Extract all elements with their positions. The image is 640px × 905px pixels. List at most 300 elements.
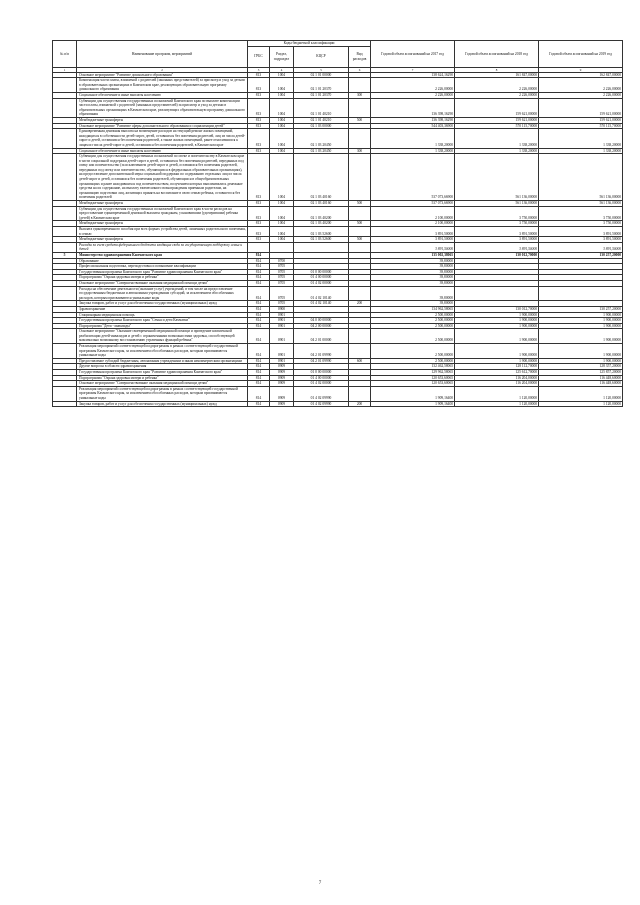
row-grbs-cell: 814 <box>248 344 270 359</box>
index-cell: 2 <box>77 67 248 72</box>
header-num: № п/п <box>53 41 77 68</box>
row-number-cell <box>53 206 77 221</box>
row-grbs-cell: 814 <box>248 401 270 407</box>
row-amount-2018-cell: 159 621,00000 <box>455 98 539 117</box>
row-amount-2019-cell: 1 120,00000 <box>539 401 623 407</box>
row-name-cell: Закупка товаров, работ и услуг для обеспечения государственных (муниципальных) нужд <box>77 301 248 307</box>
budget-table <box>52 40 623 407</box>
row-amount-2017-cell: 134 962,58065 <box>371 306 455 312</box>
table-row <box>53 206 623 221</box>
row-csr-cell: 02 1 03 00000 <box>294 123 349 129</box>
row-grbs-cell: 814 <box>248 306 270 312</box>
row-amount-2017-cell: 3 891,50000 <box>371 227 455 237</box>
row-amount-2017-cell: 3 891,50000 <box>371 237 455 243</box>
row-amount-2019-cell: 128 357,20000 <box>539 364 623 370</box>
row-razdel-cell: 0901 <box>270 344 294 359</box>
row-grbs-cell: 814 <box>248 280 270 286</box>
row-csr-cell: 02 1 03 52600 <box>294 237 349 243</box>
row-vr-cell: 600 <box>349 358 371 364</box>
row-amount-2018-cell: 1 900,00000 <box>455 329 539 344</box>
table-row <box>53 286 623 301</box>
row-csr-cell: 01 0 00 00000 <box>294 269 349 275</box>
row-amount-2017-cell: 2 500,00000 <box>371 318 455 324</box>
row-csr-cell: 01 4 02 09990 <box>294 401 349 407</box>
row-amount-2019-cell: 130 257,20000 <box>539 306 623 312</box>
row-razdel-cell: 1004 <box>270 123 294 129</box>
row-amount-2018-cell: 3 891,50000 <box>455 227 539 237</box>
row-grbs-cell: 814 <box>248 269 270 275</box>
row-vr-cell <box>349 154 371 201</box>
row-vr-cell: 500 <box>349 117 371 123</box>
row-amount-2019-cell: 162 847,00000 <box>539 72 623 78</box>
row-amount-2019-cell: 3 891,50000 <box>539 237 623 243</box>
row-amount-2018-cell: 159 621,00000 <box>455 117 539 123</box>
row-amount-2018-cell: 3 891,50000 <box>455 237 539 243</box>
row-name-cell: Социальное обеспечение и иные выплаты населению <box>77 92 248 98</box>
row-number-cell <box>53 98 77 117</box>
row-amount-2019-cell: 1 900,00000 <box>539 318 623 324</box>
row-name-cell: Межбюджетные трансферты <box>77 201 248 207</box>
table-row <box>53 98 623 117</box>
row-amount-2019-cell: 2 226,00000 <box>539 92 623 98</box>
row-amount-2017-cell: 39,80000 <box>371 301 455 307</box>
row-grbs-cell: 814 <box>248 370 270 376</box>
table-row <box>53 401 623 407</box>
row-vr-cell: 500 <box>349 221 371 227</box>
row-amount-2019-cell: 1 900,00000 <box>539 358 623 364</box>
row-csr-cell <box>294 242 349 252</box>
row-grbs-cell <box>248 242 270 252</box>
row-vr-cell <box>349 78 371 93</box>
row-name-cell: Расходы за счет средств федерального бюджета входящих сюда за государственную поддержку семьи и детей <box>77 242 248 252</box>
row-grbs-cell: 813 <box>248 201 270 207</box>
row-amount-2018-cell: 130 012,70000 <box>455 306 539 312</box>
row-amount-2017-cell: 2 500,00000 <box>371 358 455 364</box>
row-name-cell: Министерство здравоохранения Камчатского края <box>77 252 248 258</box>
row-amount-2017-cell: 3 891,50000 <box>371 242 455 252</box>
row-name-cell: Межбюджетные трансферты <box>77 221 248 227</box>
index-cell: 6 <box>349 67 371 72</box>
row-amount-2019-cell <box>539 286 623 301</box>
row-amount-2018-cell: 2 226,00000 <box>455 92 539 98</box>
row-grbs-cell: 813 <box>248 237 270 243</box>
row-amount-2017-cell: 544 403,36900 <box>371 123 455 129</box>
row-amount-2019-cell: 3 750,00000 <box>539 206 623 221</box>
row-csr-cell: 04 0 00 00000 <box>294 318 349 324</box>
row-grbs-cell: 814 <box>248 275 270 281</box>
row-razdel-cell: 1004 <box>270 78 294 93</box>
row-name-cell: Реализация мероприятий соответствующей подпрограммы в рамках соответствующей государственной программы Камчатского края, за исключением обособленных расходов, которым присваиваются уникальные коды <box>77 386 248 401</box>
row-amount-2017-cell: 2 500,00000 <box>371 312 455 318</box>
row-razdel-cell <box>270 242 294 252</box>
row-name-cell: Единовременная денежная выплата на возмещение расходов на текущий ремонт жилых помещений, находящихся в собственности детей-сирот, детей, оставшихся без попечения родителей, лиц из числа детей-сирот и детей, оставшихся без попечения родителей, а также жилых помещений, ранее относившихся к лицам из числа детей-сирот и детей, оставшихся без попечения родителей, в Камчатском крае <box>77 129 248 148</box>
row-amount-2017-cell: 138 624,16290 <box>371 72 455 78</box>
row-amount-2019-cell: 1 900,00000 <box>539 344 623 359</box>
row-amount-2018-cell: 3 750,00000 <box>455 221 539 227</box>
row-amount-2017-cell: 2 500,00000 <box>371 329 455 344</box>
row-csr-cell: 01 4 02 00000 <box>294 280 349 286</box>
row-amount-2018-cell: 3 750,00000 <box>455 206 539 221</box>
row-number-cell <box>53 386 77 401</box>
row-amount-2017-cell: 39,80000 <box>371 275 455 281</box>
row-razdel-cell: 1004 <box>270 237 294 243</box>
header-razdel: Раздел, подраздел <box>270 46 294 67</box>
row-amount-2018-cell: 128 112,70000 <box>455 364 539 370</box>
row-grbs-cell: 814 <box>248 323 270 329</box>
row-amount-2017-cell: 1 338,20000 <box>371 129 455 148</box>
row-number-cell <box>53 154 77 201</box>
row-vr-cell <box>349 129 371 148</box>
row-amount-2019-cell: 3 891,50000 <box>539 227 623 237</box>
row-name-cell: Реализация мероприятий соответствующей подпрограммы в рамках соответствующей государственной программы Камчатского края, за исключением обособленных расходов, которым присваиваются уникальные коды <box>77 344 248 359</box>
row-csr-cell: 04 2 01 00000 <box>294 329 349 344</box>
row-amount-2017-cell: 136 398,16290 <box>371 98 455 117</box>
row-vr-cell: 200 <box>349 401 371 407</box>
header-codes-group: Коды бюджетной классификации <box>248 41 371 47</box>
header-name: Наименование программ, мероприятий <box>77 41 248 68</box>
row-amount-2018-cell <box>455 286 539 301</box>
row-number-cell <box>53 344 77 359</box>
row-name-cell: Стационарная медицинская помощь <box>77 312 248 318</box>
row-csr-cell: 01 4 00 00000 <box>294 375 349 381</box>
table-row <box>53 344 623 359</box>
row-grbs-cell: 813 <box>248 154 270 201</box>
row-amount-2019-cell: 570 115,70000 <box>539 123 623 129</box>
row-amount-2019-cell: 1 338,20000 <box>539 129 623 148</box>
header-year-2018: Годовой объем ассигнований на 2018 год <box>455 41 539 68</box>
row-amount-2017-cell: 1 909,16400 <box>371 386 455 401</box>
row-amount-2018-cell: 116 204,00000 <box>455 381 539 387</box>
row-grbs-cell: 813 <box>248 98 270 117</box>
row-razdel-cell: 0901 <box>270 312 294 318</box>
row-grbs-cell: 814 <box>248 312 270 318</box>
row-vr-cell <box>349 242 371 252</box>
row-amount-2018-cell: 1 900,00000 <box>455 318 539 324</box>
row-grbs-cell: 813 <box>248 227 270 237</box>
row-vr-cell <box>349 98 371 117</box>
row-grbs-cell: 813 <box>248 72 270 78</box>
row-razdel-cell: 0901 <box>270 358 294 364</box>
row-name-cell: Основное мероприятие "Развитие сферы дополнительного образования и социализации детей" <box>77 123 248 129</box>
row-csr-cell: 02 1 03 40160 <box>294 201 349 207</box>
row-csr-cell: 02 1 03 20450 <box>294 148 349 154</box>
row-name-cell: Здравоохранение <box>77 306 248 312</box>
row-csr-cell: 01 4 02 10140 <box>294 301 349 307</box>
row-name-cell: Межбюджетные трансферты <box>77 237 248 243</box>
row-amount-2018-cell: 116 204,00000 <box>455 375 539 381</box>
row-amount-2017-cell: 2 226,00000 <box>371 92 455 98</box>
row-amount-2018-cell: 1 900,00000 <box>455 312 539 318</box>
row-amount-2019-cell: 3 750,00000 <box>539 221 623 227</box>
row-grbs-cell: 814 <box>248 258 270 264</box>
row-grbs-cell: 813 <box>248 129 270 148</box>
row-name-cell: Выплата единовременного пособия при всех формах устройства детей, лишенных родительского попечения, в семью <box>77 227 248 237</box>
index-cell: 7 <box>371 67 455 72</box>
row-name-cell: Субвенции для осуществления государственных полномочий Камчатского края в части расходов на предоставление единовременной денежной выплаты гражданам, усыновившим (удочерившим) ребенка (детей) в Камчатском крае <box>77 206 248 221</box>
row-razdel-cell: 0901 <box>270 318 294 324</box>
row-amount-2018-cell: 561 136,00000 <box>455 154 539 201</box>
row-grbs-cell: 814 <box>248 386 270 401</box>
row-vr-cell <box>349 286 371 301</box>
index-cell: 9 <box>539 67 623 72</box>
row-vr-cell: 300 <box>349 148 371 154</box>
row-razdel-cell: 0909 <box>270 364 294 370</box>
row-name-cell: Государственная программа Камчатского края "Развитие здравоохранения Камчатского края" <box>77 370 248 376</box>
row-grbs-cell: 813 <box>248 123 270 129</box>
row-number-cell <box>53 129 77 148</box>
row-name-cell: Предоставление субсидий бюджетным, автономным учреждениям и иным некоммерческим организациям <box>77 358 248 364</box>
row-razdel-cell: 1004 <box>270 129 294 148</box>
row-csr-cell: 02 1 03 40200 <box>294 206 349 221</box>
row-amount-2017-cell: 39,80000 <box>371 264 455 270</box>
row-amount-2017-cell: 120 653,60065 <box>371 381 455 387</box>
row-grbs-cell: 813 <box>248 78 270 93</box>
row-amount-2017-cell: 39,80000 <box>371 269 455 275</box>
row-amount-2017-cell: 39,80000 <box>371 258 455 264</box>
row-grbs-cell: 813 <box>248 117 270 123</box>
row-number-cell <box>53 242 77 252</box>
row-razdel-cell: 1004 <box>270 227 294 237</box>
row-name-cell: Основное мероприятие "Совершенствование оказания медицинской помощи детям" <box>77 280 248 286</box>
row-csr-cell: 02 1 01 40210 <box>294 117 349 123</box>
row-csr-cell: 02 1 03 40200 <box>294 221 349 227</box>
row-name-cell: Подпрограмма "Дети - инвалиды" <box>77 323 248 329</box>
row-razdel-cell: 0705 <box>270 286 294 301</box>
row-grbs-cell: 814 <box>248 375 270 381</box>
row-vr-cell: 200 <box>349 301 371 307</box>
header-year-2017: Годовой объем ассигнований на 2017 год <box>371 41 455 68</box>
row-grbs-cell: 813 <box>248 221 270 227</box>
row-name-cell: Межбюджетные трансферты <box>77 117 248 123</box>
row-name-cell: Основное мероприятие "Оказание своевременной медицинской помощи и проведение комплексной реабилитации детей-инвалидов и детей с ограниченными возможностями здоровья, способствующей максимально возможному восстановлению утраченных функций ребенка" <box>77 329 248 344</box>
row-razdel-cell: 1004 <box>270 72 294 78</box>
row-amount-2017-cell: 2 226,00000 <box>371 78 455 93</box>
row-amount-2019-cell: 2 226,00000 <box>539 78 623 93</box>
row-name-cell: Государственная программа Камчатского края "Развитие здравоохранения Камчатского края" <box>77 269 248 275</box>
row-name-cell: Подпрограмма "Охрана здоровья матери и ребенка" <box>77 375 248 381</box>
row-vr-cell <box>349 329 371 344</box>
table-row <box>53 227 623 237</box>
row-csr-cell: 01 4 02 09990 <box>294 386 349 401</box>
row-vr-cell <box>349 227 371 237</box>
row-vr-cell <box>349 386 371 401</box>
row-razdel-cell: 0901 <box>270 329 294 344</box>
row-name-cell: Социальное обеспечение и иные выплаты населению <box>77 148 248 154</box>
row-csr-cell: 02 1 01 40210 <box>294 98 349 117</box>
table-row <box>53 154 623 201</box>
header-csr: КЦСР <box>294 46 349 67</box>
row-razdel-cell: 1004 <box>270 98 294 117</box>
row-grbs-cell: 814 <box>248 329 270 344</box>
header-year-2019: Годовой объем ассигнований на 2019 год <box>539 41 623 68</box>
index-cell: 3 <box>248 67 270 72</box>
row-amount-2018-cell: 561 136,00000 <box>455 201 539 207</box>
row-csr-cell: 02 1 01 20370 <box>294 92 349 98</box>
row-amount-2017-cell: 1 909,16400 <box>371 401 455 407</box>
row-csr-cell: 01 0 00 00000 <box>294 370 349 376</box>
row-amount-2017-cell: 2 100,00000 <box>371 206 455 221</box>
row-number-cell <box>53 227 77 237</box>
index-cell: 1 <box>53 67 77 72</box>
row-razdel-cell: 0909 <box>270 375 294 381</box>
row-csr-cell: 04 2 01 09990 <box>294 344 349 359</box>
row-amount-2017-cell: 1 338,20000 <box>371 148 455 154</box>
header-vr: Вид расходов <box>349 46 371 67</box>
row-razdel-cell: 1004 <box>270 201 294 207</box>
row-amount-2018-cell: 1 120,00000 <box>455 386 539 401</box>
row-name-cell: Основное мероприятие "Развитие дошкольного образования" <box>77 72 248 78</box>
row-amount-2017-cell: 136 398,16290 <box>371 117 455 123</box>
row-csr-cell: 02 1 03 52600 <box>294 227 349 237</box>
row-name-cell: Образование <box>77 258 248 264</box>
row-amount-2018-cell: 2 226,00000 <box>455 78 539 93</box>
row-amount-2018-cell: 3 891,50000 <box>455 242 539 252</box>
row-amount-2017-cell: 2 500,00000 <box>371 323 455 329</box>
row-amount-2019-cell: 116 448,60000 <box>539 381 623 387</box>
row-number-cell <box>53 401 77 407</box>
index-cell: 4 <box>270 67 294 72</box>
row-name-cell: Расходы на обеспечение деятельности (оказание услуг) учреждений, в том числе на предоставление государственным бюджетным и автономным учреждениям субсидий, за исключением обособленных расходов, которым присваиваются уникальные коды <box>77 286 248 301</box>
row-name-cell: Субвенции для осуществления государственных полномочий по опеке и попечительству в Камчатском крае в части социальной поддержки детей-сирот и детей, оставшихся без попечения родителей, переданных под опеку или попечительство (за исключением детей-сирот и детей, оставшихся без попечения родителей, переданных под опеку или попечительство, обучающихся в федеральных образовательных организациях), на предоставление дополнительной меры социальной поддержки по содержанию отдельных лиц из числа детей-сирот и детей, оставшихся без попечения родителей, обучающихся в общеобразовательных организациях и ранее находившихся под попечительством, получением которых выплачивались денежные средства на их содержание, на выплату ежемесячного вознаграждения приемным родителям, на организацию подготовки лиц, желающих принять на воспитание в свою семью ребенка, оставшегося без попечения родителей <box>77 154 248 201</box>
row-amount-2017-cell: 537 073,66900 <box>371 154 455 201</box>
row-amount-2019-cell: 159 621,00000 <box>539 117 623 123</box>
row-amount-2018-cell: 125 612,70000 <box>455 370 539 376</box>
row-grbs-cell: 814 <box>248 301 270 307</box>
row-amount-2017-cell: 120 653,60065 <box>371 375 455 381</box>
table-row <box>53 129 623 148</box>
index-cell: 8 <box>455 67 539 72</box>
row-amount-2019-cell: 159 621,00000 <box>539 98 623 117</box>
row-vr-cell <box>349 344 371 359</box>
row-grbs-cell: 813 <box>248 148 270 154</box>
row-amount-2018-cell: 1 338,20000 <box>455 148 539 154</box>
table-body <box>53 67 623 407</box>
row-razdel-cell: 0705 <box>270 269 294 275</box>
row-razdel-cell: 0705 <box>270 301 294 307</box>
row-vr-cell <box>349 206 371 221</box>
row-razdel-cell: 0901 <box>270 323 294 329</box>
row-amount-2019-cell: 1 120,00000 <box>539 386 623 401</box>
row-grbs-cell: 814 <box>248 381 270 387</box>
row-number-cell <box>53 286 77 301</box>
row-amount-2019-cell: 130 257,20000 <box>539 252 623 258</box>
row-amount-2017-cell: 135 002,38065 <box>371 252 455 258</box>
row-amount-2019-cell: 1 900,00000 <box>539 329 623 344</box>
row-amount-2018-cell: 161 847,00000 <box>455 72 539 78</box>
row-csr-cell: 02 1 03 40160 <box>294 154 349 201</box>
row-vr-cell: 300 <box>349 92 371 98</box>
row-amount-2017-cell: 2 500,00000 <box>371 344 455 359</box>
row-amount-2018-cell: 130 012,70000 <box>455 252 539 258</box>
row-amount-2019-cell: 1 338,20000 <box>539 148 623 154</box>
row-amount-2019-cell: 561 136,00000 <box>539 154 623 201</box>
row-amount-2018-cell: 1 120,00000 <box>455 401 539 407</box>
row-number-cell <box>53 78 77 93</box>
row-razdel-cell: 1004 <box>270 117 294 123</box>
row-name-cell: Закупка товаров, работ и услуг для обеспечения государственных (муниципальных) нужд <box>77 401 248 407</box>
row-vr-cell: 500 <box>349 237 371 243</box>
row-razdel-cell: 0900 <box>270 306 294 312</box>
row-grbs-cell: 814 <box>248 318 270 324</box>
row-name-cell: Подпрограмма "Охрана здоровья матери и ребенка" <box>77 275 248 281</box>
row-razdel-cell: 1004 <box>270 206 294 221</box>
row-name-cell: Субвенции для осуществления государственных полномочий Камчатского края по выплате компенсации части платы, взимаемой с родителей (законных представителей) за присмотр и уход за детьми в образовательных организациях в Камчатском крае, реализующих образовательную программу дошкольного образования <box>77 98 248 117</box>
row-amount-2017-cell: 39,80000 <box>371 280 455 286</box>
row-name-cell: Профессиональная подготовка, переподготовка и повышение квалификации <box>77 264 248 270</box>
row-razdel-cell: 0909 <box>270 381 294 387</box>
row-razdel-cell: 0700 <box>270 258 294 264</box>
row-amount-2019-cell: 125 857,20000 <box>539 370 623 376</box>
row-grbs-cell: 813 <box>248 206 270 221</box>
index-cell: 5 <box>294 67 349 72</box>
row-amount-2017-cell: 132 462,58065 <box>371 364 455 370</box>
row-razdel-cell: 0909 <box>270 370 294 376</box>
page-number: 7 <box>318 881 322 886</box>
row-grbs-cell: 814 <box>248 252 270 258</box>
row-csr-cell: 04 2 00 00000 <box>294 323 349 329</box>
row-razdel-cell: 0909 <box>270 386 294 401</box>
row-csr-cell: 01 4 02 10140 <box>294 286 349 301</box>
row-razdel-cell: 1004 <box>270 154 294 201</box>
row-csr-cell: 01 4 00 00000 <box>294 275 349 281</box>
row-name-cell: Основное мероприятие "Совершенствование оказания медицинской помощи детям" <box>77 381 248 387</box>
row-razdel-cell: 0705 <box>270 275 294 281</box>
row-razdel-cell: 1004 <box>270 148 294 154</box>
row-vr-cell: 500 <box>349 201 371 207</box>
row-amount-2018-cell: 1 900,00000 <box>455 323 539 329</box>
row-amount-2018-cell: 1 900,00000 <box>455 344 539 359</box>
row-razdel-cell: 1004 <box>270 221 294 227</box>
row-name-cell: Другие вопросы в области здравоохранения <box>77 364 248 370</box>
row-grbs-cell: 814 <box>248 364 270 370</box>
row-amount-2019-cell: 561 136,00000 <box>539 201 623 207</box>
row-razdel-cell: 1004 <box>270 92 294 98</box>
table-row <box>53 329 623 344</box>
row-razdel-cell: 0705 <box>270 264 294 270</box>
row-grbs-cell: 814 <box>248 286 270 301</box>
row-razdel-cell: 0909 <box>270 401 294 407</box>
row-grbs-cell: 813 <box>248 92 270 98</box>
row-amount-2018-cell: 570 115,70000 <box>455 123 539 129</box>
row-csr-cell: 02 1 01 20370 <box>294 78 349 93</box>
table-row <box>53 386 623 401</box>
row-amount-2017-cell: 39,80000 <box>371 286 455 301</box>
row-number-cell: 5 <box>53 252 77 258</box>
row-name-cell: Государственная программа Камчатского края "Семья и дети Камчатки" <box>77 318 248 324</box>
row-amount-2017-cell: 129 962,58065 <box>371 370 455 376</box>
header-grbs: ГРБС <box>248 46 270 67</box>
row-amount-2017-cell: 2 100,00000 <box>371 221 455 227</box>
row-amount-2019-cell: 3 891,50000 <box>539 242 623 252</box>
row-amount-2018-cell: 1 338,20000 <box>455 129 539 148</box>
row-grbs-cell: 814 <box>248 358 270 364</box>
row-csr-cell: 04 2 01 09990 <box>294 358 349 364</box>
row-amount-2017-cell: 537 073,66900 <box>371 201 455 207</box>
row-grbs-cell: 814 <box>248 264 270 270</box>
table-row <box>53 242 623 252</box>
row-csr-cell: 01 4 02 00000 <box>294 381 349 387</box>
table-row <box>53 78 623 93</box>
row-number-cell <box>53 329 77 344</box>
row-csr-cell: 02 1 01 00000 <box>294 72 349 78</box>
row-razdel-cell: 0705 <box>270 280 294 286</box>
row-amount-2019-cell: 1 900,00000 <box>539 312 623 318</box>
row-amount-2018-cell: 1 900,00000 <box>455 358 539 364</box>
row-csr-cell: 02 1 03 20450 <box>294 129 349 148</box>
row-name-cell: Компенсация части платы, взимаемой с родителей (законных представителей) за присмотр и уход за детьми в образовательных организациях в Камчатском крае, реализующих образовательную программу дошкольного образования <box>77 78 248 93</box>
row-amount-2019-cell: 116 448,60000 <box>539 375 623 381</box>
row-amount-2019-cell: 1 900,00000 <box>539 323 623 329</box>
